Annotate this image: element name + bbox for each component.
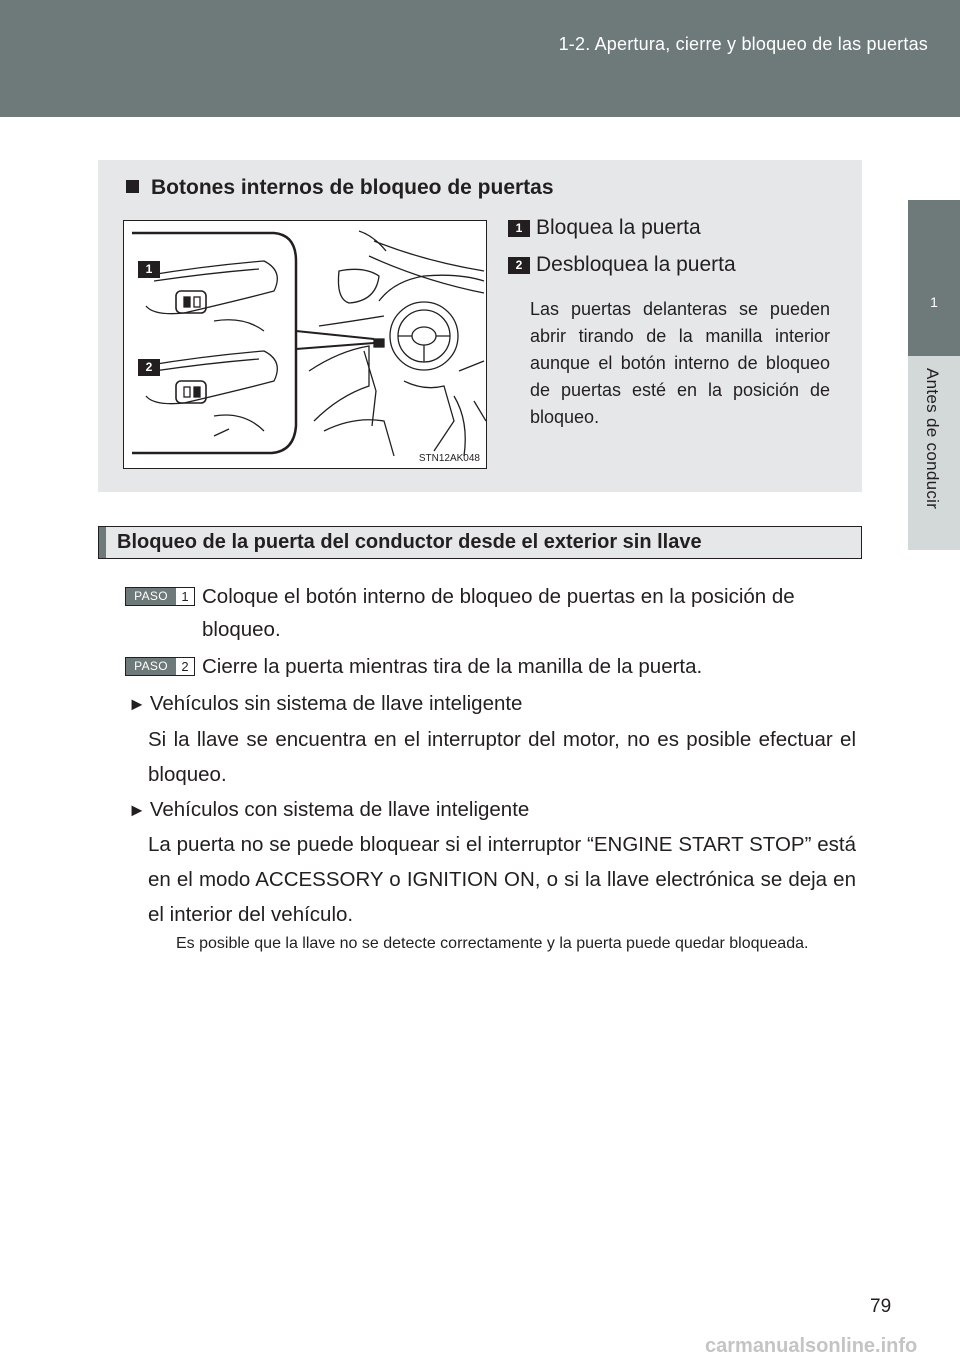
step-number: 2 <box>176 658 194 675</box>
figure-code: STN12AK048 <box>418 453 480 464</box>
section-title-bar <box>98 526 862 559</box>
door-lock-illustration <box>123 220 487 469</box>
case-title-text: Vehículos sin sistema de llave inteligente <box>149 692 523 715</box>
figure-badge-1: 1 <box>138 261 160 278</box>
car-interior-drawing <box>124 221 486 468</box>
legend-badge-2: 2 <box>508 257 530 274</box>
bullet-square-icon <box>126 180 139 193</box>
figure-badge-2: 2 <box>138 359 160 376</box>
info-heading-text: Botones internos de bloqueo de puertas <box>151 176 554 199</box>
legend-item-lock <box>508 216 701 240</box>
chapter-title: Antes de conducir <box>923 368 942 510</box>
step-word: PASO <box>126 658 176 675</box>
info-box <box>98 160 862 492</box>
step-number: 1 <box>176 588 194 605</box>
legend-text-lock: Bloquea la puerta <box>536 216 701 239</box>
case-title-2 <box>128 792 856 828</box>
step-word: PASO <box>126 588 176 605</box>
legend-item-unlock <box>508 253 736 277</box>
info-note: Las puertas delanteras se pueden abrir tirando de la manilla interior aunque el botón interno de bloqueo de puertas esté en la posición de bloqueo. <box>530 299 830 427</box>
case-title-1 <box>128 686 856 722</box>
info-heading <box>126 176 554 200</box>
triangle-bullet-icon: ► <box>128 694 146 714</box>
case-body-2: La puerta no se puede bloquear si el interruptor “ENGINE START STOP” está en el modo ACCESSORY o IGNITION ON, o si la llave electrónica se deja en el interior del vehículo. <box>148 833 856 926</box>
section-accent <box>99 527 106 558</box>
step-text: Coloque el botón interno de bloqueo de puertas en la posición de bloqueo. <box>202 585 795 641</box>
triangle-bullet-icon: ► <box>128 800 146 820</box>
step-badge <box>125 587 195 606</box>
case-body-1: Si la llave se encuentra en el interruptor del motor, no es posible efectuar el bloqueo. <box>148 728 856 786</box>
header-title: 1-2. Apertura, cierre y bloqueo de las puertas <box>558 34 928 54</box>
step-text: Cierre la puerta mientras tira de la manilla de la puerta. <box>202 655 703 678</box>
legend-text-unlock: Desbloquea la puerta <box>536 253 736 276</box>
small-note: Es posible que la llave no se detecte correctamente y la puerta puede quedar bloqueada. <box>176 935 809 952</box>
chapter-number: 1 <box>930 294 938 310</box>
legend-badge-1: 1 <box>508 220 530 237</box>
page-header <box>0 0 960 117</box>
page-number: 79 <box>870 1296 892 1317</box>
chapter-tab <box>908 200 960 356</box>
section-title: Bloqueo de la puerta del conductor desde el exterior sin llave <box>117 531 702 553</box>
chapter-title-tab <box>908 356 960 550</box>
step-badge <box>125 657 195 676</box>
case-title-text: Vehículos con sistema de llave inteligente <box>149 798 530 821</box>
watermark: carmanualsonline.info <box>705 1335 918 1357</box>
